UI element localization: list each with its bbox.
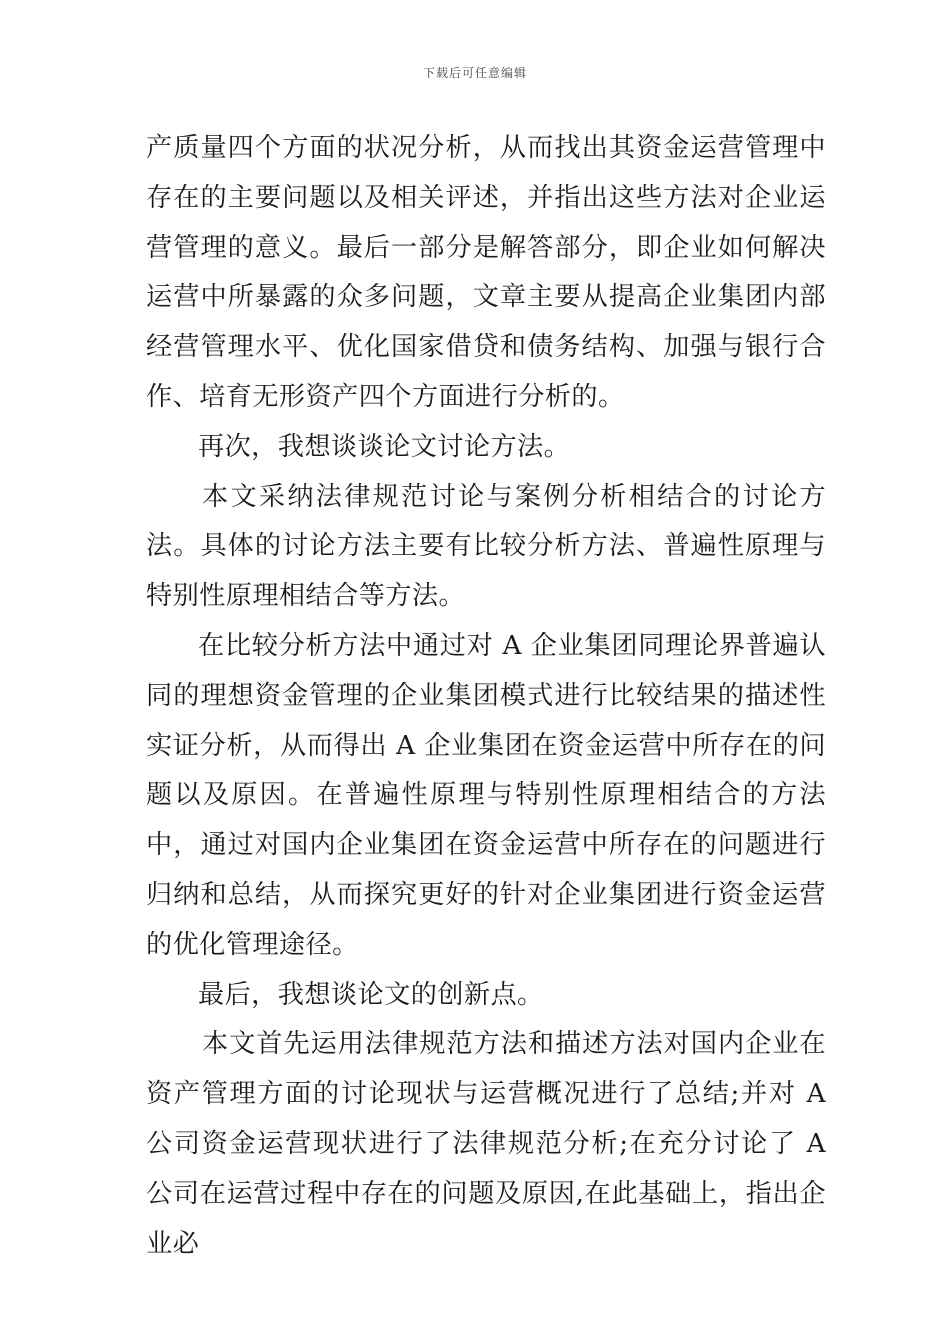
paragraph-research-method-intro: 再次，我想谈谈论文讨论方法。 [198, 431, 571, 462]
page-header: 下载后可任意编辑 [422, 66, 527, 80]
paragraph-research-method: 本文采纳法律规范讨论与案例分析相结合的讨论方法。具体的讨论方法主要有比较分析方法、普遍性原理与特别性原理相结合等方法。 [146, 481, 826, 612]
paragraph-comparative-analysis: 在比较分析方法中通过对 A 企业集团同理论界普遍认同的理想资金管理的企业集团模式进行比较结果的描述性实证分析，从而得出 A 企业集团在资金运营中所存在的问题以及原因。在普遍性原理与特别性原理相结合的方法中，通过对国内企业集团在资金运营中所存在的问题进行归纳和总结，从而探究更好的针对企业集团进行资金运营的优化管理途径。 [146, 630, 826, 960]
paragraph-innovation: 本文首先运用法律规范方法和描述方法对国内企业在资产管理方面的讨论现状与运营概况进行了总结;并对 A 公司资金运营现状进行了法律规范分析;在充分讨论了 A 公司在运营过程中存在的问题及原因,在此基础上，指出企业必 [146, 1029, 826, 1259]
paragraph-continuation: 产质量四个方面的状况分析，从而找出其资金运营管理中存在的主要问题以及相关评述，并指出这些方法对企业运营管理的意义。最后一部分是解答部分，即企业如何解决运营中所暴露的众多问题，文章主要从提高企业集团内部经营管理水平、优化国家借贷和债务结构、加强与银行合作、培育无形资产四个方面进行分析的。 [146, 133, 826, 412]
paragraph-innovation-intro: 最后，我想谈论文的创新点。 [198, 979, 544, 1010]
document-body [146, 124, 826, 1269]
